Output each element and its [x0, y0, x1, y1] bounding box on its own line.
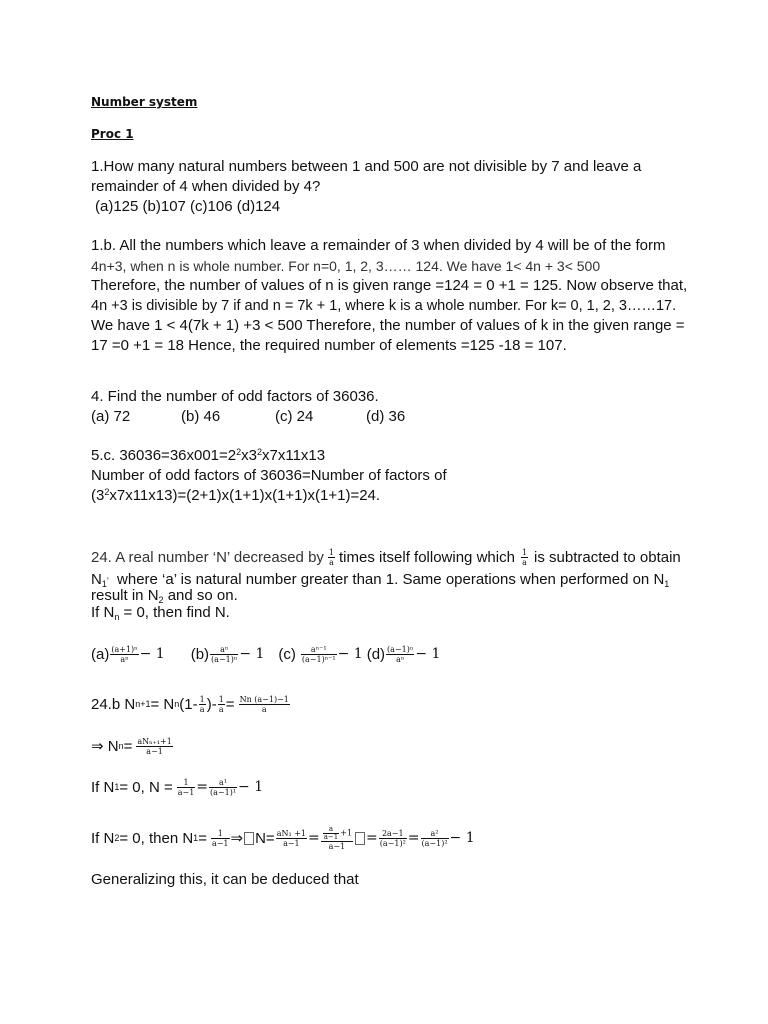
fraction-numerator: aⁿ⁻¹: [301, 645, 337, 655]
fraction-denominator: a−1: [211, 838, 229, 848]
fraction-numerator: 1: [177, 778, 196, 788]
fraction-denominator: (a−1)ⁿ⁻¹: [301, 654, 336, 664]
q24-line-1: [91, 546, 681, 568]
fraction: [177, 778, 196, 797]
document-title: Number system: [91, 95, 198, 109]
a24-line-3-text-b: = 0, N =: [119, 778, 173, 796]
compound-numerator: [321, 826, 353, 842]
a5-line-1-text-end: x7x11x13: [262, 447, 326, 464]
option-a-label: (a): [91, 645, 110, 663]
fraction-denominator: a−1: [283, 838, 300, 848]
minus-one: − 1: [139, 646, 165, 662]
a24-line-4: If N 2 = 0, then N 1 = $\frac{1}{a-1}$ ⇒ N= $\frac{\text{aN₁ +1}}{a-1}$ = $\frac{a}{a-1}$ +1 a−1 = $\frac{2a-1}{\text{(a−1)²}}$ = $\frac{\text{a²}}{\text{(a−1)²}}$ − 1: [91, 824, 475, 851]
a24-line-4-text-b: = 0, then N: [119, 829, 194, 847]
missing-glyph-icon: [355, 832, 365, 845]
fraction-numerator: a: [323, 826, 340, 834]
minus-one: − 1: [449, 830, 475, 846]
a24-line-1-text-c: (1-: [179, 695, 198, 713]
q4-option-d: (d) 36: [366, 408, 406, 425]
a24-line-3: If N 1 = 0, N = $\frac{1}{a-1}$ = $\frac{\text{a¹}}{\text{(a−1)¹}}$ − 1: [91, 777, 264, 797]
fraction: [218, 695, 225, 714]
q1-line-1: 1.How many natural numbers between 1 and 500 are not divisible by 7 and leave a: [91, 158, 642, 175]
a1-line-5: We have 1 < 4(7k + 1) +3 < 500 Therefore, the number of values of k in the given range =: [91, 317, 685, 334]
q4-option-c: (c) 24: [275, 408, 314, 425]
q24-line-1-text: 24. A real number ‘N’ decreased by: [91, 548, 324, 566]
n-equals: N=: [255, 829, 275, 847]
fraction-numerator: (a+1)ⁿ: [111, 644, 138, 654]
minus-one: − 1: [239, 646, 265, 662]
a5-line-1-text-mid: x3: [241, 447, 257, 464]
fraction-numerator: aNₙ₊₁+1: [137, 736, 172, 746]
fraction-numerator: 2a−1: [379, 829, 407, 839]
fraction-numerator: (a−1)ⁿ: [387, 644, 414, 654]
fraction: [379, 829, 407, 848]
fraction-denominator: a: [522, 557, 527, 567]
option-c-label: (c): [278, 645, 296, 663]
a5-line-3: [91, 486, 380, 506]
fraction-numerator: 1: [218, 694, 224, 704]
option-d-fraction: [386, 645, 414, 664]
fraction: [209, 778, 237, 797]
a1-line-4: 4n +3 is divisible by 7 if and n = 7k + 1, where k is a whole number. For k= 0, 1, 2, 3……17.: [91, 298, 677, 314]
fraction-denominator: a−1: [146, 746, 163, 756]
equals: =: [308, 830, 320, 846]
a5-line-1-text: 5.c. 36036=36x001=2: [91, 447, 237, 464]
a24-line-2: ⇒ N n = $\frac{\text{aNₙ₊₁+1}}{a-1}$: [91, 736, 172, 756]
a1-line-6: 17 =0 +1 = 18 Hence, the required number of elements =125 -18 = 107.: [91, 337, 567, 354]
q4-option-a: (a) 72: [91, 408, 131, 425]
option-c-fraction: [301, 645, 337, 664]
minus-one: − 1: [415, 646, 441, 662]
fraction: [421, 829, 449, 848]
subscript: 1: [664, 579, 670, 589]
equals: =: [198, 829, 207, 847]
a5-line-3-text: (3: [91, 487, 105, 504]
option-d-label: (d): [366, 645, 386, 663]
fraction-denominator: a−1: [328, 841, 346, 851]
q24-line-4-text-end: = 0, then find N.: [123, 604, 230, 621]
a24-line-1-text: 24.b N: [91, 695, 136, 713]
a24-line-4-text: If N: [91, 829, 115, 847]
inner-fraction: [323, 826, 340, 841]
a24-line-5: Generalizing this, it can be deduced that: [91, 871, 359, 888]
q1-line-2: remainder of 4 when divided by 4?: [91, 178, 321, 195]
fraction-numerator: aⁿ: [210, 645, 238, 655]
subscript: 2: [158, 595, 164, 605]
a24-line-1-text-b: = N: [150, 695, 175, 713]
equals: =: [196, 779, 209, 795]
fraction-numerator: aN₁ +1: [276, 828, 306, 838]
fraction: [239, 695, 290, 714]
equals: =: [407, 830, 420, 846]
option-b-label: (b): [190, 645, 210, 663]
subscript: n: [114, 612, 120, 622]
fraction-numerator: 1: [211, 829, 230, 839]
equals: =: [225, 695, 235, 713]
fraction: [521, 548, 528, 567]
fraction: [276, 829, 307, 848]
q24-line-4: [91, 603, 230, 623]
q24-line-1-text-end: is subtracted to obtain: [534, 548, 681, 566]
fraction-denominator: aⁿ: [396, 654, 405, 664]
q24-line-2: $N_1$’ where ‘a’ is natural number greater than 1. Same operations when performed on $N_1$: [91, 571, 670, 589]
a1-line-2: 4n+3, when n is whole number. For n=0, 1, 2, 3…… 124. We have 1< 4n + 3< 500: [91, 258, 601, 274]
fraction-denominator: (a−1)¹: [210, 787, 237, 797]
a5-line-1: [91, 446, 325, 466]
compound-fraction: [321, 826, 353, 851]
option-b-fraction: [210, 645, 238, 664]
q4-option-b: (b) 46: [181, 408, 221, 425]
fraction-denominator: a: [199, 704, 205, 714]
fraction-denominator: a−1: [323, 832, 339, 841]
fraction-numerator: a²: [421, 829, 449, 839]
fraction-denominator: a−1: [177, 787, 195, 797]
implies-n: ⇒ N: [91, 738, 119, 755]
equals: =: [123, 737, 133, 755]
plus-one: +1: [340, 828, 353, 837]
fraction-numerator: Nn (a−1)−1: [239, 694, 289, 704]
q24-line-2-text: where ‘a’ is natural number greater than 1. Same operations when performed on N: [117, 571, 665, 588]
implies-arrow: ⇒: [230, 830, 244, 847]
q4-line-1: 4. Find the number of odd factors of 36036.: [91, 388, 379, 405]
fraction-denominator: a: [261, 704, 267, 714]
exponent: 2: [104, 487, 110, 497]
a5-line-2: Number of odd factors of 36036=Number of factors of: [91, 467, 447, 484]
fraction-denominator: (a−1)²: [379, 838, 406, 848]
section-heading: Proc 1: [91, 127, 134, 141]
a1-line-3: Therefore, the number of values of n is given range =124 = 0 +1 = 125. Now observe that,: [91, 277, 688, 294]
fraction-denominator: a: [329, 557, 334, 567]
q24-options: [91, 642, 440, 666]
q24-line-1-text-mid: times itself following which: [339, 548, 515, 566]
fraction-denominator: aⁿ: [120, 654, 129, 664]
minus-one: − 1: [238, 779, 264, 795]
a24-line-1: 24.b N n+1 = N n (1- $\frac{1}{a}$ )- $\frac{1}{a}$ = $\frac{Nn (a-1)-1}{a}$: [91, 694, 289, 714]
fraction: [328, 548, 335, 567]
exponent: 2: [236, 447, 242, 457]
q24-line-3-text-end: and so on.: [167, 587, 238, 604]
fraction: [136, 737, 172, 756]
fraction-denominator: a: [218, 704, 224, 714]
q24-line-3-text: result in N: [91, 587, 159, 604]
a1-line-1: 1.b. All the numbers which leave a remainder of 3 when divided by 4 will be of the form: [91, 237, 666, 254]
q1-options: (a)125 (b)107 (c)106 (d)124: [95, 198, 281, 215]
variable: N: [91, 571, 102, 588]
fraction-numerator: a¹: [209, 778, 237, 788]
exponent: 2: [257, 447, 263, 457]
fraction-denominator: (a−1)ⁿ: [211, 654, 238, 664]
minus-one: − 1: [337, 646, 363, 662]
option-a-fraction: [110, 645, 138, 664]
equals: =: [366, 830, 378, 846]
fraction-denominator: (a−1)²: [421, 838, 448, 848]
a24-line-3-text: If N: [91, 778, 115, 796]
subscript: 1: [101, 579, 107, 589]
a24-line-1-text-d: )-: [206, 695, 217, 713]
fraction-numerator: 1: [521, 547, 528, 557]
missing-glyph-icon: [244, 832, 254, 845]
q24-line-4-text: If N: [91, 604, 115, 621]
fraction: [199, 695, 206, 714]
fraction: [211, 829, 230, 848]
a5-line-3-text-end: x7x11x13)=(2+1)x(1+1)x(1+1)x(1+1)=24.: [109, 487, 381, 504]
fraction-numerator: 1: [199, 694, 205, 704]
fraction-numerator: 1: [328, 547, 335, 557]
